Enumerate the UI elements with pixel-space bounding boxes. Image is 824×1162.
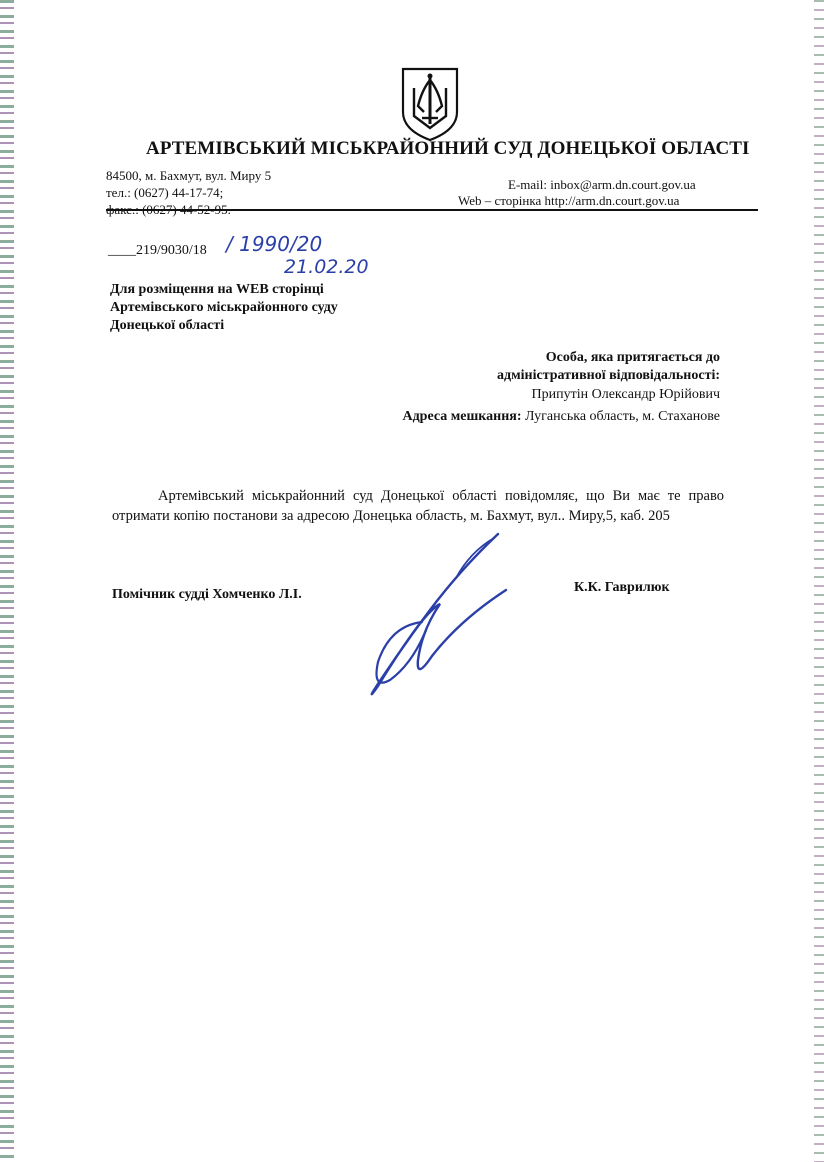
- scan-edge-left: [0, 0, 14, 1162]
- handwritten-registration-number: / 1990/20: [226, 232, 323, 256]
- court-website: Web – сторінка http://arm.dn.court.gov.ua: [458, 193, 680, 208]
- notice-text: Артемівський міськрайонний суд Донецької області повідомляє, що Ви має те право отримати копію постанови за адресою Донецька область, м. Бахмут, вул.. Миру,5, каб. 205: [112, 488, 724, 524]
- notice-paragraph: [112, 486, 724, 526]
- person-name: Припутін Олександр Юрійович: [531, 387, 720, 402]
- scan-edge-right: [814, 0, 824, 1162]
- recipient-line-2: Артемівського міськрайонного суду: [110, 300, 338, 315]
- person-address: [402, 409, 720, 425]
- handwritten-signature: [360, 530, 510, 700]
- court-address: 84500, м. Бахмут, вул. Миру 5: [106, 168, 272, 183]
- court-title: АРТЕМІВСЬКИЙ МІСЬКРАЙОННИЙ СУД ДОНЕЦЬКОЇ ОБЛАСТІ: [146, 138, 750, 159]
- handwritten-date: 21.02.20: [284, 256, 369, 278]
- person-label-line-2: адміністративної відповідальності:: [497, 368, 720, 383]
- person-address-label: Адреса мешкання:: [402, 409, 522, 424]
- outgoing-number: ____219/9030/18: [108, 243, 207, 258]
- court-fax: факс.: (0627) 44-52-95.: [106, 202, 231, 217]
- court-phone: тел.: (0627) 44-17-74;: [106, 185, 224, 200]
- assistant-signature-label: Помічник судді Хомченко Л.І.: [112, 587, 302, 602]
- judge-name: К.К. Гаврилюк: [574, 580, 670, 595]
- court-email: E-mail: inbox@arm.dn.court.gov.ua: [508, 177, 696, 192]
- coat-of-arms-icon: [400, 66, 460, 142]
- recipient-line-1: Для розміщення на WEB сторінці: [110, 282, 324, 297]
- recipient-line-3: Донецької області: [110, 318, 225, 333]
- person-label-line-1: Особа, яка притягається до: [545, 350, 720, 365]
- person-address-value: Луганська область, м. Стаханове: [521, 409, 720, 424]
- header-divider: [106, 209, 758, 211]
